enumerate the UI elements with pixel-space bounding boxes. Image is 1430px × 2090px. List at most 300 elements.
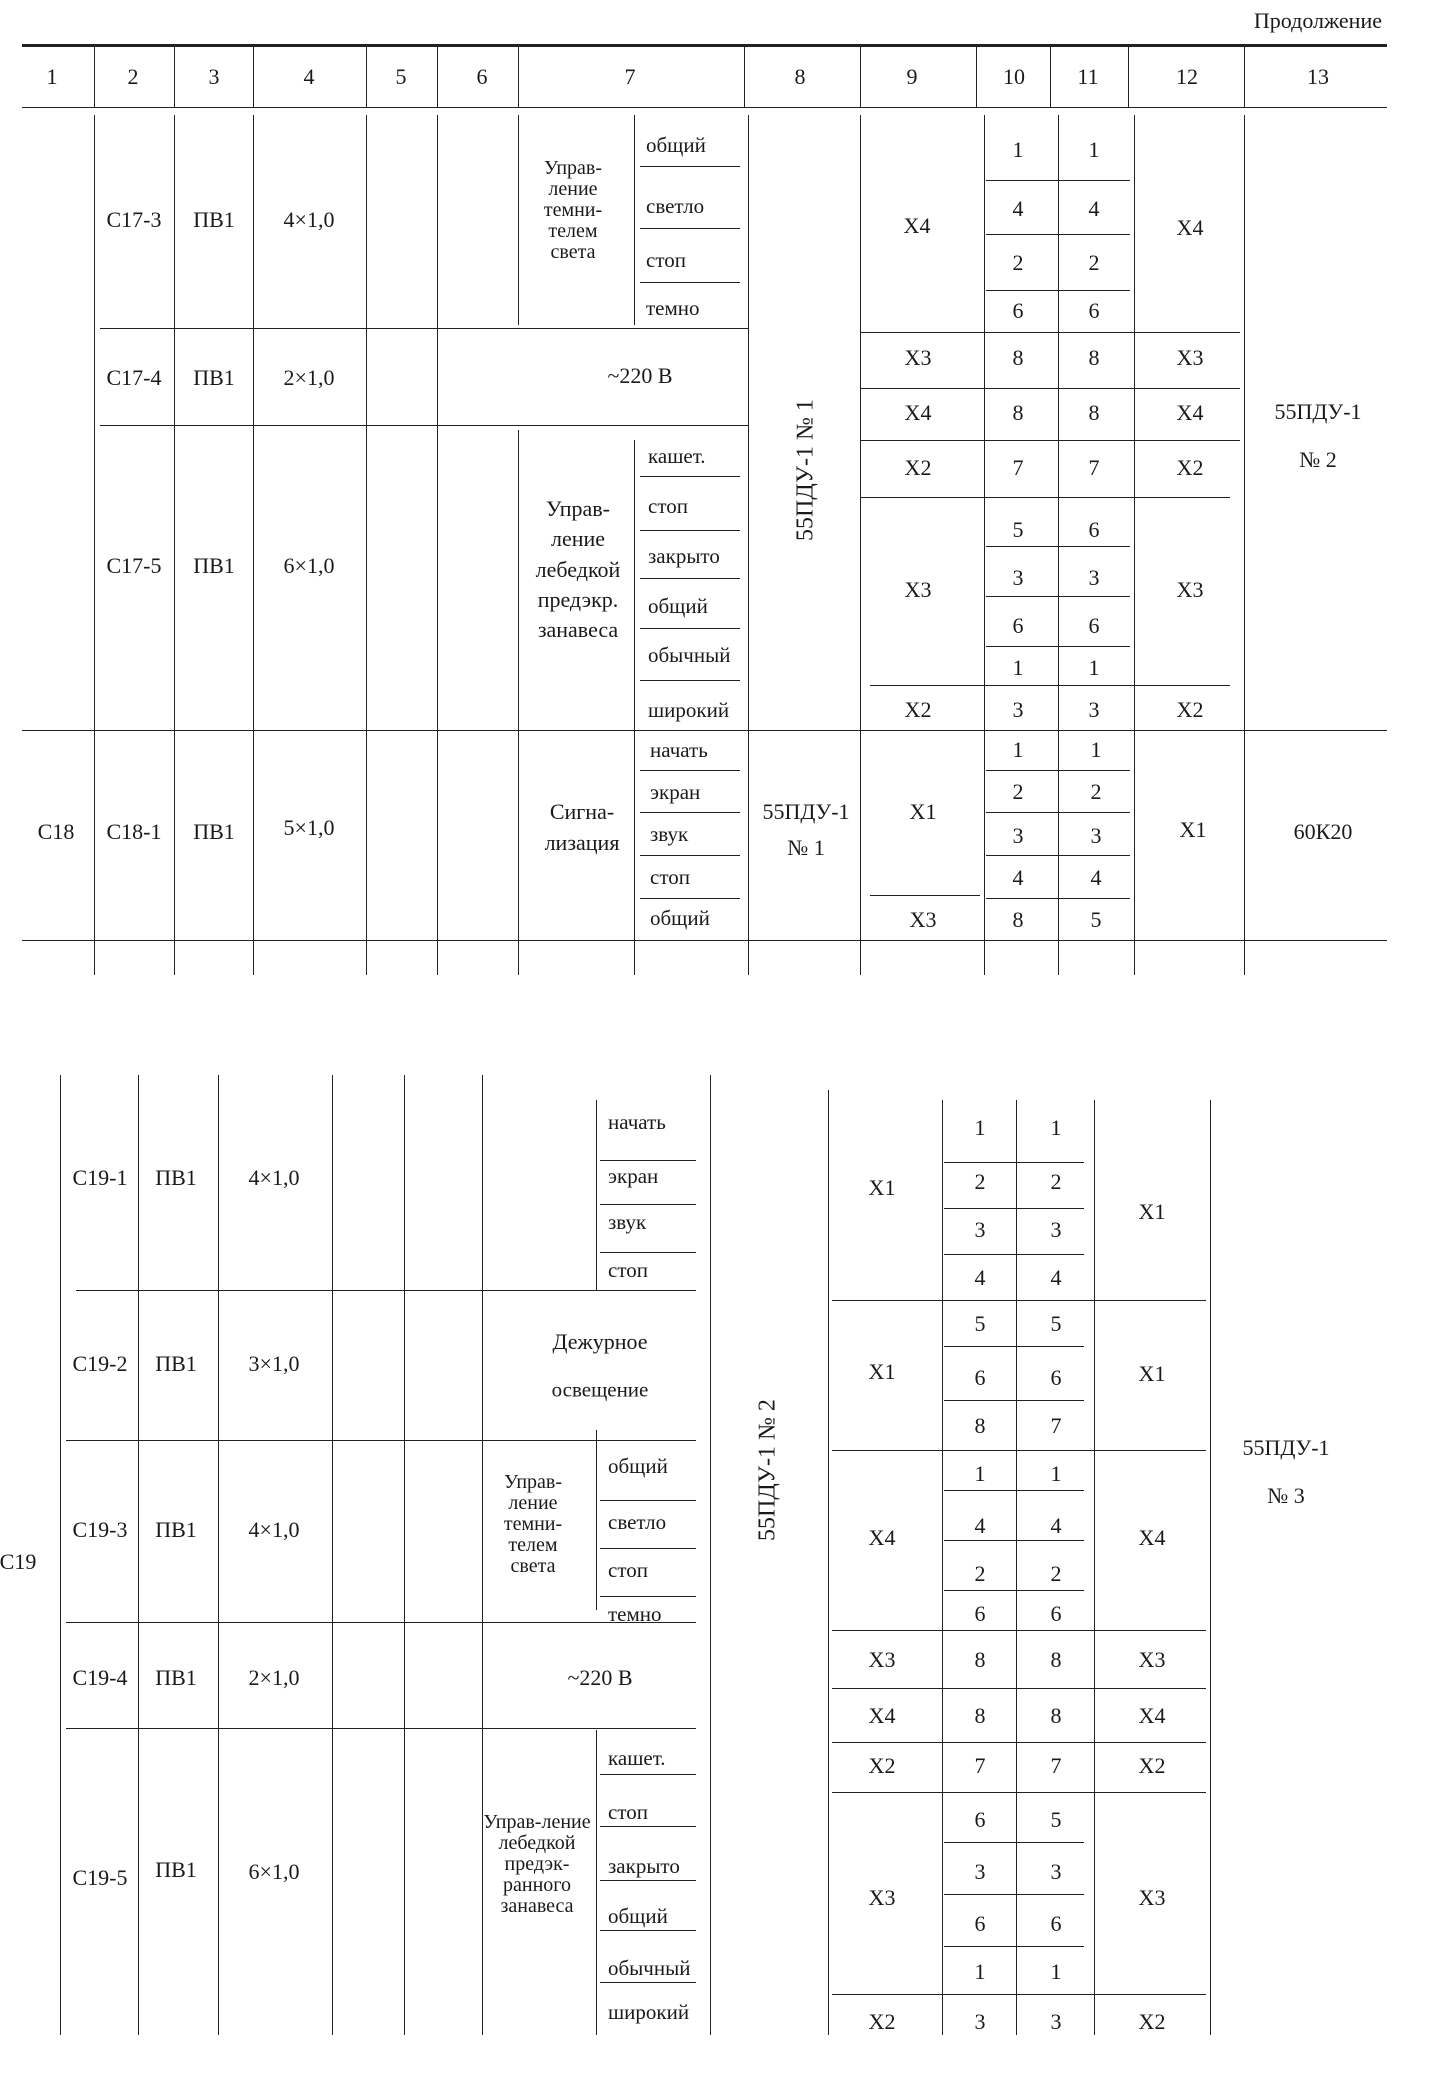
signal-label: широкий [648, 698, 730, 722]
pin-number: 7 [1050, 1753, 1062, 1778]
pin-number: 2 [974, 1561, 986, 1586]
col-divider [596, 1100, 597, 1290]
signal-label: стоп [646, 248, 686, 272]
header-col-11: 11 [1077, 64, 1099, 89]
signal-rule [640, 628, 740, 629]
pin-number: 8 [1088, 345, 1100, 370]
connector-label: Х4 [1138, 1703, 1166, 1728]
header-divider [1128, 44, 1129, 107]
header-col-5: 5 [395, 64, 407, 89]
pin-number: 3 [1050, 2009, 1062, 2034]
pin-number: 4 [1090, 865, 1102, 890]
row-rule [22, 730, 1387, 731]
wire-section: 4×1,0 [248, 1165, 300, 1190]
connector-label: Х3 [868, 1647, 896, 1672]
connector-label: Х4 [1176, 215, 1204, 240]
pin-number: 1 [1090, 737, 1102, 762]
col-divider [332, 1075, 333, 2035]
signal-rule [640, 578, 740, 579]
purpose-text: Управ-ление лебедкой предэк-ранного занавеса [483, 1811, 591, 1917]
pin-number: 5 [1050, 1807, 1062, 1832]
signal-rule [640, 228, 740, 229]
voltage-label: ~220 В [607, 363, 673, 388]
pin-number: 2 [1088, 250, 1100, 275]
pin-rule [986, 234, 1130, 235]
col-divider [634, 730, 635, 975]
signal-label: начать [650, 738, 708, 762]
pin-number: 1 [1088, 137, 1100, 162]
col-divider [174, 115, 175, 975]
connector-label: Х4 [904, 400, 932, 425]
group-code: С18 [37, 819, 75, 844]
signal-label: темно [608, 1602, 662, 1626]
col-divider [94, 115, 95, 975]
pin-number: 1 [1012, 137, 1024, 162]
cable-code: С19-2 [72, 1351, 128, 1376]
signal-label: светло [608, 1510, 667, 1534]
purpose-text: Дежурное [552, 1329, 648, 1354]
pin-number: 3 [1050, 1859, 1062, 1884]
signal-rule [600, 1500, 696, 1501]
cable-code: С19-5 [72, 1865, 128, 1890]
wire-section: 3×1,0 [248, 1351, 300, 1376]
col-divider [1244, 115, 1245, 730]
pin-rule [986, 596, 1130, 597]
row-rule [22, 940, 1387, 941]
cable-code: С17-4 [106, 365, 162, 390]
signal-label: закрыто [648, 544, 720, 568]
header-divider [1244, 44, 1245, 107]
col-divider [218, 1075, 219, 2035]
connector-label: Х4 [868, 1525, 896, 1550]
header-divider [744, 44, 745, 107]
col-divider [1134, 115, 1135, 975]
signal-label: светло [646, 194, 705, 218]
signal-label: кашет. [608, 1746, 666, 1770]
pin-rule [944, 1208, 1084, 1209]
device-label-rotated: 55ПДУ-1 № 2 [754, 1399, 781, 1541]
pin-number: 8 [974, 1647, 986, 1672]
row-rule [832, 1630, 1206, 1631]
pin-number: 8 [1088, 400, 1100, 425]
pin-number: 3 [1012, 697, 1024, 722]
device-number: № 2 [1299, 447, 1337, 472]
connector-label: Х1 [868, 1359, 896, 1384]
cable-code: С17-5 [106, 553, 162, 578]
signal-label: общий [648, 594, 708, 618]
connector-label: Х3 [1138, 1647, 1166, 1672]
pin-rule [944, 1842, 1084, 1843]
signal-rule [600, 1204, 696, 1205]
connector-label: Х2 [1138, 1753, 1166, 1778]
signal-label: экран [650, 780, 701, 804]
header-divider [174, 44, 175, 107]
header-divider [860, 44, 861, 107]
pin-number: 1 [1088, 655, 1100, 680]
device-label: 55ПДУ-1 [1242, 1435, 1330, 1460]
cable-code: С19-1 [72, 1165, 128, 1190]
pin-number: 3 [1088, 565, 1100, 590]
connector-label: Х1 [1179, 817, 1207, 842]
pin-number: 6 [974, 1911, 986, 1936]
signal-label: обычный [648, 643, 731, 667]
row-rule [832, 1300, 1206, 1301]
pin-number: 1 [1050, 1959, 1062, 1984]
continuation-caption: Продолжение [1253, 8, 1382, 33]
col-divider [596, 1430, 597, 1610]
connector-label: Х3 [868, 1885, 896, 1910]
connector-label: Х2 [1138, 2009, 1166, 2034]
cable-code: С19-4 [72, 1665, 128, 1690]
col-divider [984, 115, 985, 975]
signal-label: закрыто [608, 1854, 680, 1878]
device-label: 60К20 [1293, 819, 1353, 844]
group-code: С19 [0, 1549, 37, 1574]
signal-rule [600, 1880, 696, 1881]
signal-label: стоп [608, 1258, 648, 1282]
wire-section: 5×1,0 [283, 815, 335, 840]
connector-label: Х2 [1176, 697, 1204, 722]
wire-section: 2×1,0 [248, 1665, 300, 1690]
col-divider [748, 115, 749, 975]
pin-rule [986, 770, 1130, 771]
pin-rule [986, 546, 1130, 547]
pin-number: 8 [974, 1703, 986, 1728]
pin-number: 1 [1050, 1115, 1062, 1140]
signal-rule [600, 1596, 696, 1597]
connector-label: Х1 [1138, 1199, 1166, 1224]
wire-type: ПВ1 [193, 819, 235, 844]
signal-rule [640, 530, 740, 531]
connector-label: Х2 [1176, 455, 1204, 480]
connector-label: Х3 [1176, 577, 1204, 602]
header-divider [94, 44, 95, 107]
col-divider [710, 1075, 711, 2035]
row-rule [832, 1742, 1206, 1743]
signal-rule [600, 1774, 696, 1775]
row-rule [832, 1450, 1206, 1451]
signal-label: звук [608, 1210, 647, 1234]
col-divider [404, 1075, 405, 2035]
signal-rule [600, 1826, 696, 1827]
pin-rule [986, 855, 1130, 856]
pin-number: 2 [1012, 779, 1024, 804]
pin-number: 6 [974, 1601, 986, 1626]
pin-number: 4 [974, 1513, 986, 1538]
wire-type: ПВ1 [155, 1165, 197, 1190]
pin-number: 5 [1090, 907, 1102, 932]
connector-label: Х4 [1138, 1525, 1166, 1550]
connector-label: Х3 [904, 577, 932, 602]
pin-number: 3 [1088, 697, 1100, 722]
col-divider [253, 115, 254, 975]
pin-number: 7 [1012, 455, 1024, 480]
table-top-rule [22, 44, 1387, 47]
pin-rule [986, 180, 1130, 181]
device-label: 55ПДУ-1 [1274, 399, 1362, 424]
pin-number: 1 [1012, 655, 1024, 680]
row-rule [66, 1440, 696, 1441]
row-rule [100, 328, 748, 329]
header-col-3: 3 [208, 64, 220, 89]
row-rule [832, 1994, 1206, 1995]
connector-label: Х2 [904, 455, 932, 480]
pin-number: 5 [1012, 517, 1024, 542]
pin-number: 4 [1050, 1265, 1062, 1290]
pin-number: 3 [1050, 1217, 1062, 1242]
col-divider [518, 430, 519, 975]
pin-number: 6 [974, 1365, 986, 1390]
pin-rule [986, 812, 1130, 813]
connector-label: Х3 [1176, 345, 1204, 370]
header-col-13: 13 [1307, 64, 1329, 89]
pin-number: 1 [1050, 1461, 1062, 1486]
device-label-rotated: 55ПДУ-1 № 1 [792, 399, 819, 541]
header-divider [253, 44, 254, 107]
header-divider [366, 44, 367, 107]
signal-rule [640, 476, 740, 477]
pin-number: 6 [1088, 298, 1100, 323]
signal-rule [600, 1982, 696, 1983]
wire-type: ПВ1 [155, 1351, 197, 1376]
pin-number: 5 [1050, 1311, 1062, 1336]
pin-number: 2 [1090, 779, 1102, 804]
device-label: 55ПДУ-1 [762, 799, 850, 824]
pin-number: 8 [974, 1413, 986, 1438]
signal-label: общий [608, 1904, 668, 1928]
header-divider [437, 44, 438, 107]
connector-label: Х3 [904, 345, 932, 370]
header-divider [976, 44, 977, 107]
pin-rule [944, 1254, 1084, 1255]
col-divider [366, 115, 367, 975]
pin-number: 3 [1090, 823, 1102, 848]
pin-number: 6 [1050, 1911, 1062, 1936]
pin-rule [944, 1894, 1084, 1895]
purpose-text: освещение [551, 1377, 649, 1402]
wire-type: ПВ1 [155, 1665, 197, 1690]
header-col-6: 6 [476, 64, 488, 89]
header-col-7: 7 [624, 64, 636, 89]
pin-number: 6 [1012, 613, 1024, 638]
wire-type: ПВ1 [155, 1517, 197, 1542]
pin-number: 6 [1050, 1365, 1062, 1390]
pin-number: 8 [1012, 907, 1024, 932]
header-col-10: 10 [1003, 64, 1025, 89]
pin-number: 7 [1088, 455, 1100, 480]
row-rule [870, 685, 1230, 686]
col-divider [860, 115, 861, 975]
pin-number: 6 [1088, 613, 1100, 638]
signal-rule [640, 812, 740, 813]
signal-rule [640, 166, 740, 167]
pin-number: 4 [1012, 196, 1024, 221]
pin-number: 3 [974, 1217, 986, 1242]
col-divider [1244, 730, 1245, 975]
pin-number: 4 [1088, 196, 1100, 221]
pin-rule [944, 1540, 1084, 1541]
pin-number: 5 [974, 1311, 986, 1336]
pin-number: 8 [1012, 345, 1024, 370]
pin-number: 1 [974, 1959, 986, 1984]
pin-number: 3 [1012, 565, 1024, 590]
col-divider [942, 1100, 943, 2035]
connector-label: Х4 [1176, 400, 1204, 425]
row-rule [76, 1290, 696, 1291]
signal-label: общий [650, 906, 710, 930]
signal-label: стоп [608, 1558, 648, 1582]
device-number: № 3 [1267, 1483, 1305, 1508]
pin-number: 2 [1050, 1561, 1062, 1586]
connector-label: Х3 [909, 907, 937, 932]
pin-rule [986, 898, 1130, 899]
col-divider [1210, 1100, 1211, 2035]
pin-number: 1 [974, 1115, 986, 1140]
signal-rule [600, 1252, 696, 1253]
signal-label: звук [650, 822, 689, 846]
pin-rule [986, 290, 1130, 291]
device-number: № 1 [787, 835, 825, 860]
purpose-text: Управ-ление темни-телем света [503, 1471, 563, 1577]
connector-label: Х1 [1138, 1361, 1166, 1386]
col-divider [518, 115, 519, 325]
signal-rule [640, 770, 740, 771]
signal-label: стоп [650, 865, 690, 889]
col-divider [60, 1075, 61, 2035]
pin-number: 3 [974, 1859, 986, 1884]
pin-number: 2 [974, 1169, 986, 1194]
signal-rule [640, 898, 740, 899]
signal-label: стоп [648, 494, 688, 518]
header-col-9: 9 [906, 64, 918, 89]
row-rule [860, 440, 1240, 441]
pin-rule [944, 1946, 1084, 1947]
signal-label: стоп [608, 1800, 648, 1824]
signal-rule [640, 855, 740, 856]
row-rule [870, 895, 980, 896]
signal-label: экран [608, 1164, 659, 1188]
signal-rule [640, 282, 740, 283]
wire-section: 6×1,0 [248, 1859, 300, 1884]
connector-label: Х2 [868, 2009, 896, 2034]
wire-type: ПВ1 [155, 1857, 197, 1882]
row-rule [860, 497, 1230, 498]
col-divider [596, 1730, 597, 2035]
signal-label: общий [608, 1454, 668, 1478]
header-bottom-rule [22, 107, 1387, 108]
signal-label: широкий [608, 2000, 690, 2024]
row-rule [832, 1688, 1206, 1689]
col-divider [1094, 1100, 1095, 2035]
signal-rule [600, 1160, 696, 1161]
cable-code: С17-3 [106, 207, 162, 232]
header-col-4: 4 [303, 64, 315, 89]
pin-number: 7 [1050, 1413, 1062, 1438]
pin-number: 1 [974, 1461, 986, 1486]
purpose-text: Управ-ление лебедкой предэкр. занавеса [535, 496, 621, 643]
pin-number: 7 [974, 1753, 986, 1778]
connector-label: Х1 [909, 799, 937, 824]
pin-number: 6 [1012, 298, 1024, 323]
wire-section: 4×1,0 [248, 1517, 300, 1542]
connector-label: Х4 [868, 1703, 896, 1728]
row-rule [66, 1728, 696, 1729]
signal-rule [600, 1548, 696, 1549]
signal-rule [600, 1930, 696, 1931]
pin-number: 4 [1050, 1513, 1062, 1538]
row-rule [100, 425, 748, 426]
pin-rule [944, 1400, 1084, 1401]
header-col-12: 12 [1176, 64, 1198, 89]
col-divider [1058, 115, 1059, 975]
voltage-label: ~220 В [567, 1665, 633, 1690]
pin-rule [944, 1346, 1084, 1347]
purpose-text: Сигна-лизация [544, 799, 620, 855]
pin-number: 3 [974, 2009, 986, 2034]
pin-number: 6 [974, 1807, 986, 1832]
pin-rule [944, 1162, 1084, 1163]
row-rule [860, 388, 1240, 389]
pin-number: 4 [974, 1265, 986, 1290]
pin-number: 8 [1050, 1703, 1062, 1728]
header-col-8: 8 [794, 64, 806, 89]
pin-number: 6 [1088, 517, 1100, 542]
pin-rule [944, 1490, 1084, 1491]
signal-label: общий [646, 133, 706, 157]
pin-number: 2 [1012, 250, 1024, 275]
connector-label: Х4 [903, 213, 931, 238]
col-divider [634, 440, 635, 730]
cable-code: С18-1 [106, 819, 162, 844]
pin-number: 3 [1012, 823, 1024, 848]
col-divider [437, 115, 438, 975]
col-divider [634, 115, 635, 325]
pin-number: 6 [1050, 1601, 1062, 1626]
wire-section: 6×1,0 [283, 553, 335, 578]
header-divider [1050, 44, 1051, 107]
purpose-text: Управ-ление темни-телем света [543, 157, 603, 263]
signal-rule [640, 680, 740, 681]
col-divider [828, 1090, 829, 2035]
row-rule [832, 1792, 1206, 1793]
pin-number: 8 [1012, 400, 1024, 425]
connector-label: Х2 [904, 697, 932, 722]
wire-section: 2×1,0 [283, 365, 335, 390]
row-rule [66, 1622, 696, 1623]
header-col-2: 2 [127, 64, 139, 89]
pin-number: 1 [1012, 737, 1024, 762]
pin-rule [944, 1590, 1084, 1591]
pin-number: 4 [1012, 865, 1024, 890]
signal-label: обычный [608, 1956, 691, 1980]
wire-type: ПВ1 [193, 365, 235, 390]
pin-number: 8 [1050, 1647, 1062, 1672]
connector-label: Х1 [868, 1175, 896, 1200]
col-divider [138, 1075, 139, 2035]
connector-label: Х3 [1138, 1885, 1166, 1910]
wire-section: 4×1,0 [283, 207, 335, 232]
signal-label: темно [646, 296, 700, 320]
row-rule [860, 332, 1240, 333]
cable-code: С19-3 [72, 1517, 128, 1542]
header-divider [518, 44, 519, 107]
connector-label: Х2 [868, 1753, 896, 1778]
wire-type: ПВ1 [193, 207, 235, 232]
pin-rule [986, 646, 1130, 647]
wire-type: ПВ1 [193, 553, 235, 578]
pin-number: 2 [1050, 1169, 1062, 1194]
signal-label: начать [608, 1110, 666, 1134]
